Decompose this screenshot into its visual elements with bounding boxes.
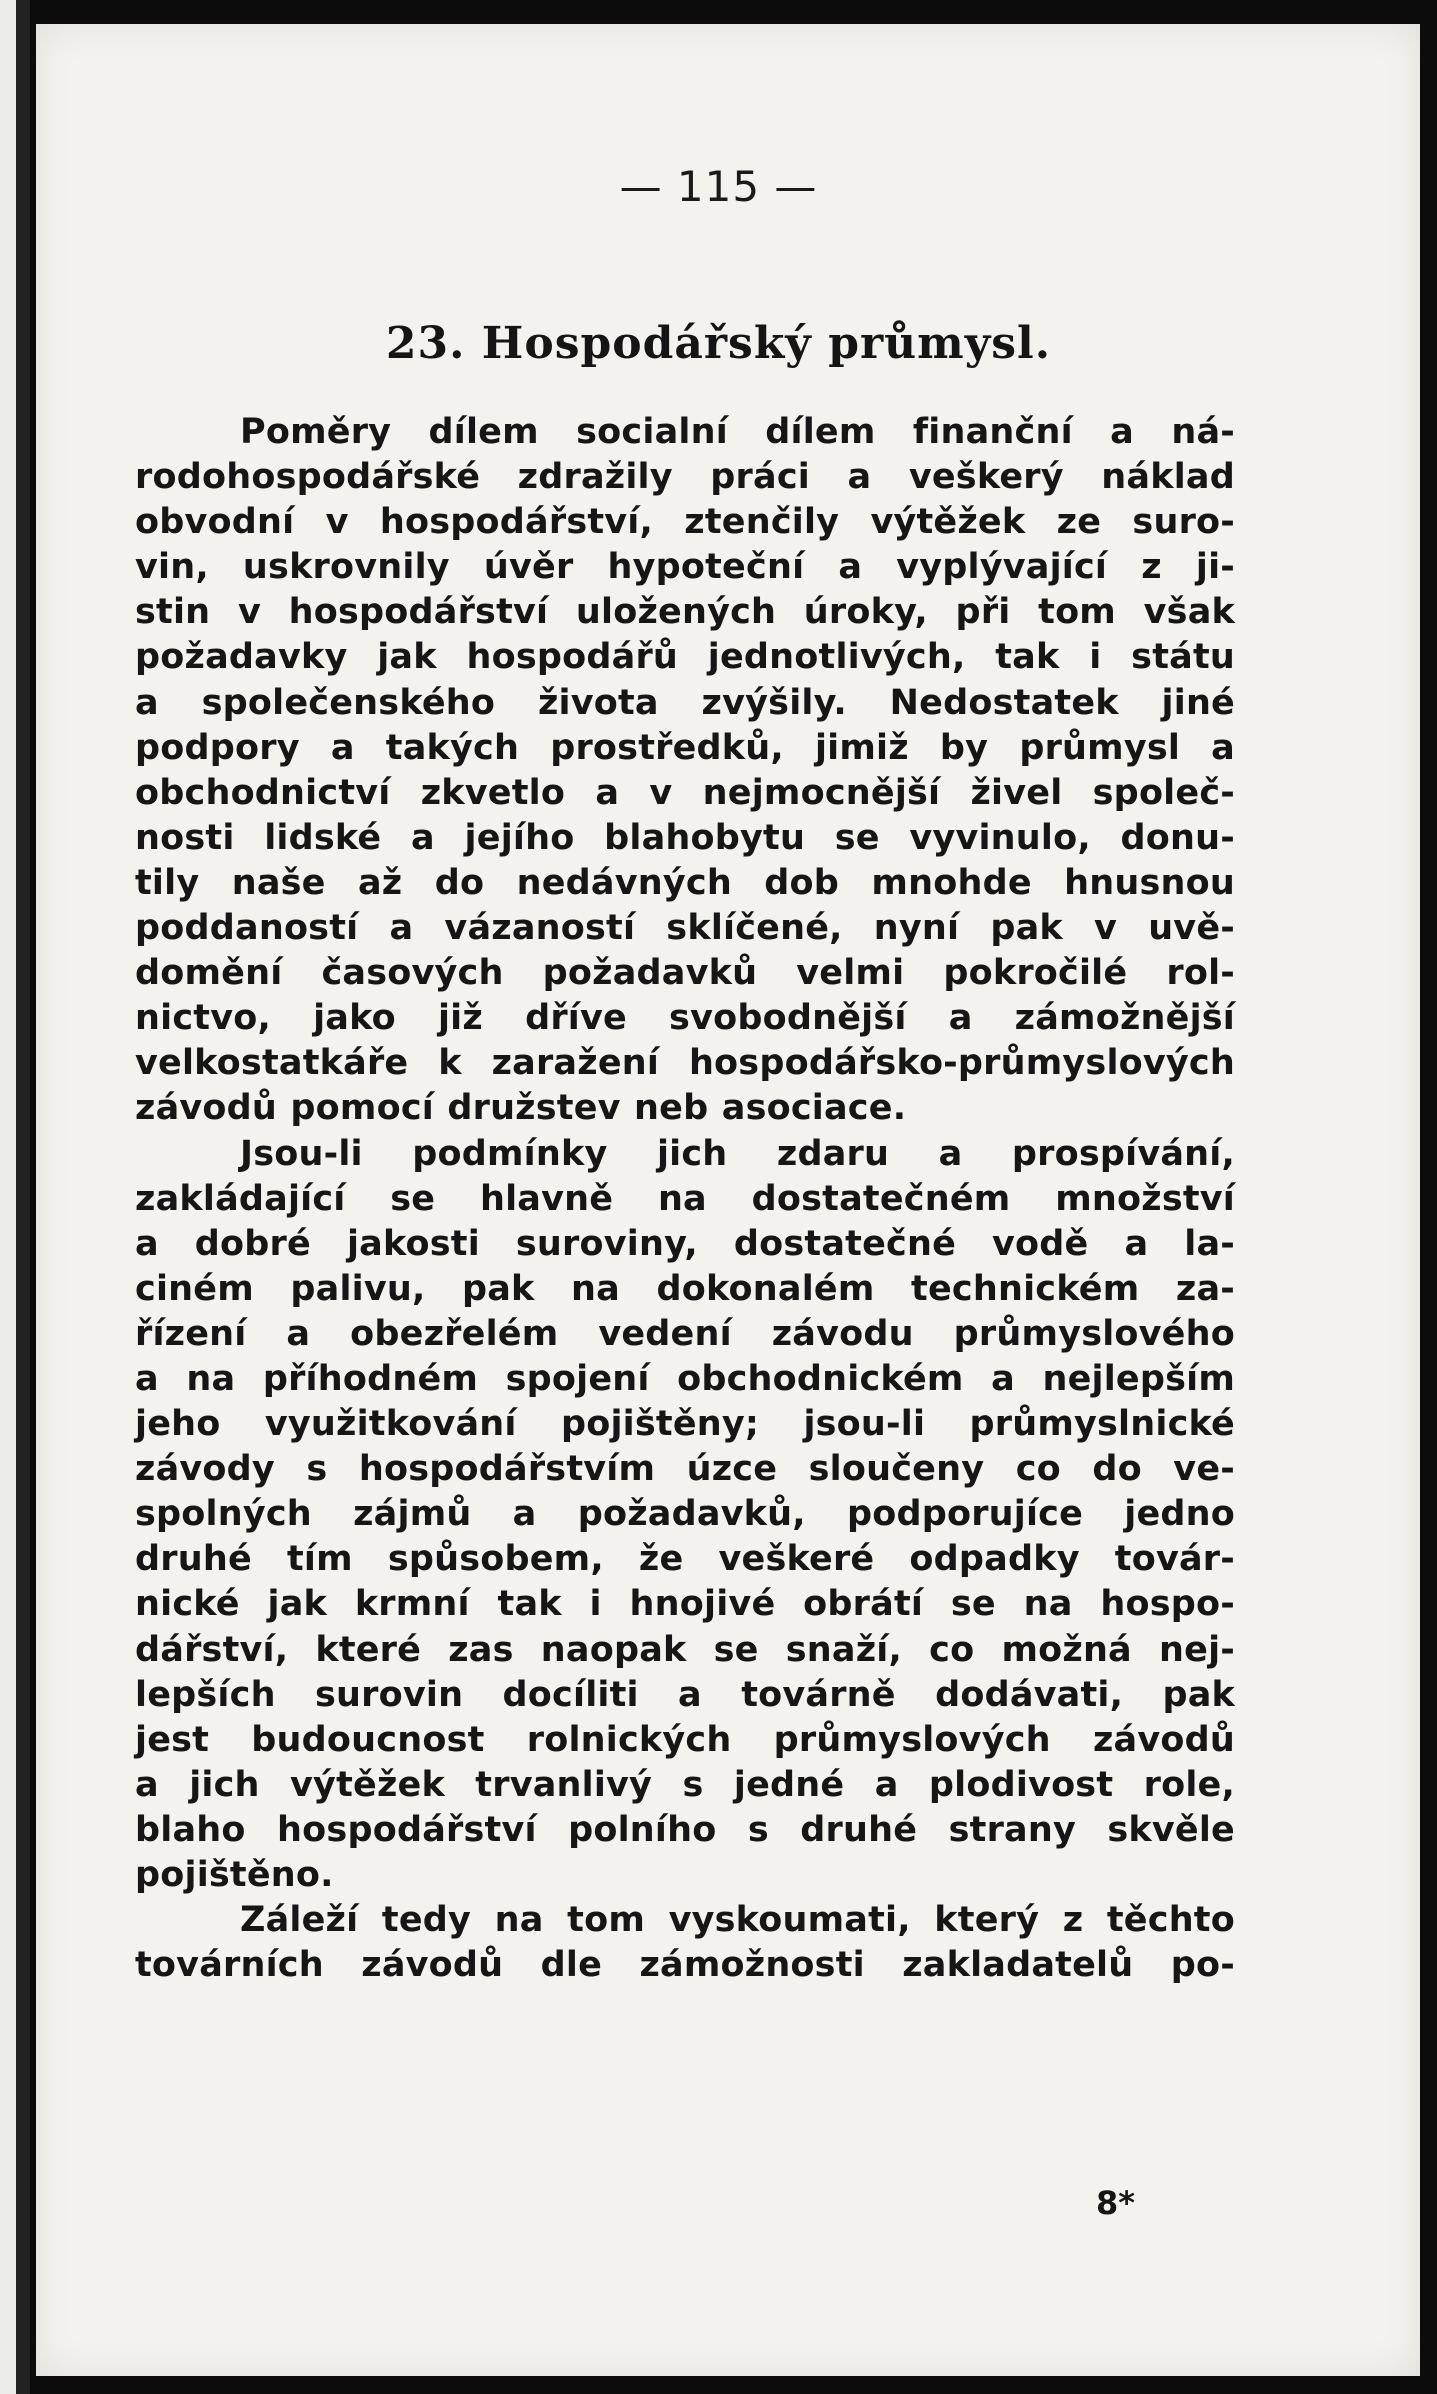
text-line: domění časových požadavků velmi pokročilé rol- (135, 953, 1235, 994)
text-line: nosti lidské a jejího blahobytu se vyvinulo, donu- (135, 817, 1235, 858)
text-line: a dobré jakosti suroviny, dostatečné vodě a la- (135, 1223, 1235, 1264)
text-line: dářství, které zas naopak se snaží, co možná nej- (135, 1629, 1235, 1670)
text-line: blaho hospodářství polního s druhé strany skvěle (135, 1809, 1235, 1850)
text-line: závody s hospodářstvím úzce sloučeny co do ve- (135, 1449, 1235, 1490)
text-line: a na příhodném spojení obchodnickém a nejlepším (135, 1358, 1235, 1399)
text-line: zakládající se hlavně na dostatečném množství (135, 1178, 1235, 1219)
text-line: stin v hospodářství uložených úroky, při tom však (135, 592, 1235, 633)
text-line: Záleží tedy na tom vyskoumati, který z těchto (240, 1900, 1235, 1941)
text-line: spolných zájmů a požadavků, podporujíce jedno (135, 1494, 1235, 1535)
section-heading: 23. Hospodářský průmysl. (385, 318, 1052, 369)
text-line: jeho využitkování pojištěny; jsou-li průmyslnické (135, 1404, 1235, 1445)
text-line: nictvo, jako již dříve svobodnější a zámožnější (135, 998, 1235, 1039)
text-line: Poměry dílem socialní dílem finanční a ná- (240, 412, 1235, 452)
text-line: a společenského života zvýšily. Nedostatek jiné (135, 682, 1235, 723)
text-line: požadavky jak hospodářů jednotlivých, tak i státu (135, 637, 1235, 678)
text-line: Jsou-li podmínky jich zdaru a prospívání, (240, 1133, 1235, 1174)
text-line: vin, uskrovnily úvěr hypoteční a vyplývající z ji- (135, 547, 1235, 588)
text-line: závodů pomocí družstev neb asociace. (135, 1088, 907, 1129)
text-line: a jich výtěžek trvanlivý s jedné a plodivost role, (135, 1764, 1235, 1805)
text-line: řízení a obezřelém vedení závodu průmyslového (135, 1313, 1235, 1354)
text-line: podpory a takých prostředků, jimiž by průmysl a (135, 727, 1235, 768)
page-number: — 115 — (619, 162, 818, 211)
text-line: velkostatkáře k zaražení hospodářsko-průmyslových (135, 1043, 1235, 1084)
text-line: lepších surovin docíliti a továrně dodávati, pak (135, 1674, 1235, 1715)
text-line: továrních závodů dle zámožnosti zakladatelů po- (135, 1945, 1235, 1986)
text-line: obchodnictví zkvetlo a v nejmocnější živel společ- (135, 772, 1235, 813)
text-line: obvodní v hospodářství, ztenčily výtěžek ze suro- (135, 502, 1235, 543)
text-line: tily naše až do nedávných dob mnohde hnusnou (135, 862, 1235, 903)
signature-mark: 8* (1096, 2184, 1135, 2222)
text-line: jest budoucnost rolnických průmyslových závodů (135, 1719, 1235, 1760)
text-line: poddaností a vázaností sklíčené, nyní pak v uvě- (135, 908, 1235, 949)
body-text (135, 410, 1235, 1988)
text-line: nické jak krmní tak i hnojivé obrátí se na hospo- (135, 1584, 1235, 1625)
text-line: rodohospodářské zdražily práci a veškerý náklad (135, 457, 1235, 498)
text-line: ciném palivu, pak na dokonalém technickém za- (135, 1268, 1235, 1309)
text-line: druhé tím spůsobem, že veškeré odpadky továr- (135, 1539, 1235, 1580)
text-line: pojištěno. (135, 1855, 334, 1895)
